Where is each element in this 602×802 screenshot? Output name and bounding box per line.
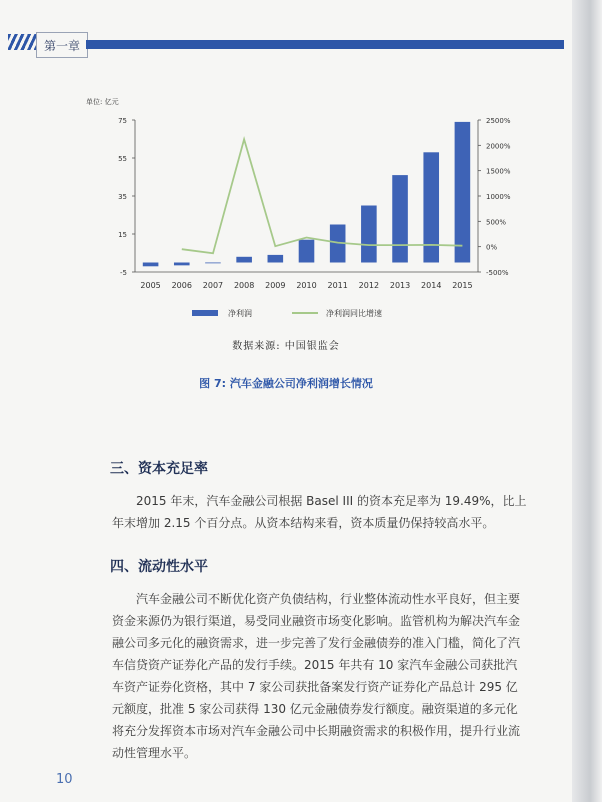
figure-caption: 图 7: 汽车金融公司净利润增长情况 bbox=[199, 377, 373, 390]
bar-2008 bbox=[236, 257, 252, 263]
left-tick-label: -5 bbox=[120, 269, 127, 277]
growth-line bbox=[182, 139, 463, 253]
left-tick-label: 75 bbox=[118, 117, 127, 125]
right-tick-label: -500% bbox=[486, 269, 509, 277]
left-tick-label: 35 bbox=[118, 193, 127, 201]
right-tick-label: 0% bbox=[486, 243, 498, 252]
bar-2005 bbox=[143, 263, 159, 267]
left-tick-label: 55 bbox=[118, 155, 127, 163]
bar-2007 bbox=[205, 263, 221, 264]
x-tick-label: 2012 bbox=[358, 281, 380, 290]
bar-2013 bbox=[392, 175, 408, 262]
x-tick-label: 2014 bbox=[421, 281, 442, 290]
section4-paragraph: 汽车金融公司不断优化资产负债结构，行业整体流动性水平良好，但主要资金来源仍为银行渠道，易受同业融资市场变化影响。监管机构为解决汽车金融公司多元化的融资需求，进一步完善了发行金融债券的准入门槛，简化了汽车信贷资产证券化产品的发行手续。2015 年共有 10 家汽车金融公司获批汽车资产证券化资格，其中 7 家公司获批备案发行资产证券化产品总计 295 亿元额度，批准 5 家公司获得 130 亿元金融债券发行额度。融资渠道的多元化将充分发挥资本市场对汽车金融公司中长期融资需求的积极作用，提升行业流动性管理水平。 bbox=[112, 592, 521, 760]
right-tick-label: 500% bbox=[486, 218, 507, 227]
chapter-label: 第一章 bbox=[36, 32, 88, 58]
section3-heading: 三、资本充足率 bbox=[110, 461, 208, 477]
legend-bar-label: 净利润 bbox=[228, 309, 252, 318]
x-tick-label: 2009 bbox=[265, 281, 286, 290]
right-tick-label: 2000% bbox=[486, 142, 511, 151]
x-tick-label: 2013 bbox=[389, 281, 411, 290]
bar-2014 bbox=[423, 152, 439, 262]
right-tick-label: 2500% bbox=[486, 117, 511, 125]
profit-chart bbox=[0, 0, 572, 340]
source-text: 数据来源: 中国银监会 bbox=[232, 341, 340, 352]
bar-2015 bbox=[455, 122, 471, 263]
x-tick-label: 2008 bbox=[233, 281, 255, 290]
x-tick-label: 2007 bbox=[202, 281, 224, 290]
x-tick-label: 2005 bbox=[140, 281, 161, 290]
x-tick-label: 2010 bbox=[296, 281, 317, 290]
left-tick-label: 15 bbox=[118, 231, 127, 239]
bar-2006 bbox=[174, 263, 190, 266]
legend-bar-swatch bbox=[192, 310, 218, 316]
chart-unit-label: 单位: 亿元 bbox=[86, 98, 119, 106]
section4-heading: 四、流动性水平 bbox=[110, 559, 208, 575]
x-tick-label: 2011 bbox=[327, 281, 348, 290]
bar-2009 bbox=[268, 255, 284, 263]
page-number: 10 bbox=[56, 772, 73, 787]
right-tick-label: 1500% bbox=[486, 167, 511, 176]
x-tick-label: 2015 bbox=[452, 281, 473, 290]
right-tick-label: 1000% bbox=[486, 193, 511, 201]
bar-2012 bbox=[361, 206, 377, 263]
bar-2010 bbox=[299, 240, 315, 263]
section3-paragraph: 2015 年末，汽车金融公司根据 Basel III 的资本充足率为 19.49%，比上年末增加 2.15 个百分点。从资本结构来看，资本质量仍保持较高水平。 bbox=[112, 494, 527, 530]
page-spine bbox=[572, 0, 602, 802]
x-tick-label: 2006 bbox=[171, 281, 192, 290]
legend-line-label: 净利润同比增速 bbox=[326, 309, 382, 318]
